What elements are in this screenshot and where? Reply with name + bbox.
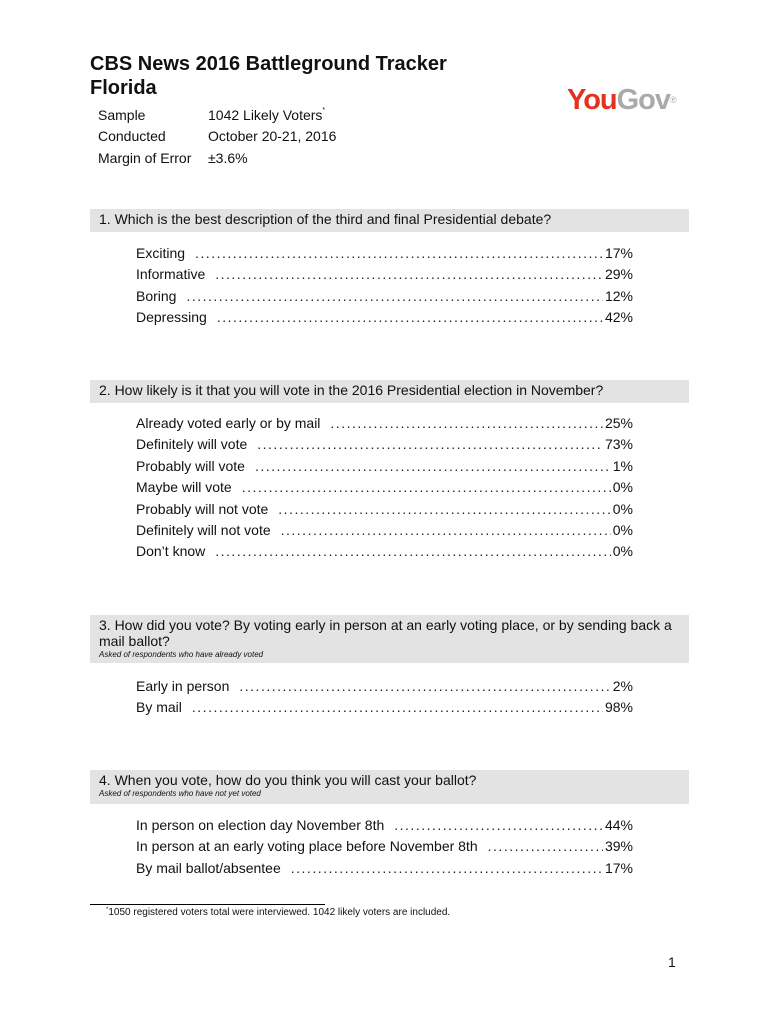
dot-leader (192, 699, 603, 715)
answer-row: Maybe will vote ..... 0% (136, 479, 633, 500)
question-3-text: 3. How did you vote? By voting early in person at an early voting place, or by sending back a mail ballot? (99, 617, 672, 649)
answer-row: Informative ..... 29% (136, 266, 633, 287)
title-line-2: Florida (90, 77, 157, 99)
dot-leader (186, 288, 603, 304)
answer-row: Depressing ..... 42% (136, 309, 633, 330)
meta-conducted: Conducted October 20-21, 2016 (98, 128, 337, 145)
answer-row: Early in person ..... 2% (136, 678, 633, 699)
footnote: *1050 registered voters total were interviewed. 1042 likely voters are included. (106, 907, 451, 918)
page-title (90, 52, 447, 100)
dot-leader (239, 678, 610, 694)
question-3-answers (136, 678, 633, 721)
dot-leader (394, 817, 603, 833)
question-1-box (90, 209, 689, 232)
dot-leader (242, 479, 611, 495)
question-4-text: 4. When you vote, how do you think you will cast your ballot? (99, 772, 477, 788)
answer-row: Already voted early or by mail ..... 25% (136, 415, 633, 436)
question-4-box (90, 770, 689, 804)
answer-row: Probably will vote ..... 1% (136, 458, 633, 479)
answer-row: Definitely will vote ..... 73% (136, 436, 633, 457)
dot-leader (281, 522, 611, 538)
registered-mark-icon: ® (670, 95, 676, 105)
answer-row: Definitely will not vote ..... 0% (136, 522, 633, 543)
answer-row: Probably will not vote ..... 0% (136, 501, 633, 522)
dot-leader (257, 436, 603, 452)
dot-leader (195, 245, 603, 261)
question-4-note: Asked of respondents who have not yet voted (99, 789, 261, 798)
answer-row: By mail ..... 98% (136, 699, 633, 720)
question-3-box (90, 615, 689, 663)
question-4-answers (136, 817, 633, 881)
answer-row: In person at an early voting place before November 8th ..... 39% (136, 838, 633, 859)
question-3-note: Asked of respondents who have already voted (99, 650, 264, 659)
answer-row: By mail ballot/absentee ..... 17% (136, 860, 633, 881)
page-number: 1 (668, 954, 676, 970)
title-line-1: CBS News 2016 Battleground Tracker (90, 53, 447, 75)
answer-row: Don’t know ..... 0% (136, 543, 633, 564)
meta-sample: Sample 1042 Likely Voters* (98, 106, 326, 123)
dot-leader (278, 501, 610, 517)
answer-row: Boring ..... 12% (136, 288, 633, 309)
answer-row: In person on election day November 8th ..... 44% (136, 817, 633, 838)
dot-leader (330, 415, 603, 431)
dot-leader (215, 543, 611, 559)
question-1-text: 1. Which is the best description of the third and final Presidential debate? (99, 211, 552, 227)
dot-leader (217, 309, 603, 325)
dot-leader (291, 860, 603, 876)
dot-leader (488, 838, 603, 854)
yougov-logo: YouGov® (567, 84, 676, 116)
answer-row: Exciting ..... 17% (136, 245, 633, 266)
dot-leader (255, 458, 611, 474)
footnote-rule (90, 904, 325, 905)
survey-meta (98, 104, 336, 169)
question-2-box (90, 380, 689, 403)
question-2-text: 2. How likely is it that you will vote in the 2016 Presidential election in November? (99, 382, 604, 398)
dot-leader (215, 266, 603, 282)
meta-margin-of-error: Margin of Error ±3.6% (98, 149, 248, 166)
question-1-answers (136, 245, 633, 331)
question-2-answers (136, 415, 633, 565)
